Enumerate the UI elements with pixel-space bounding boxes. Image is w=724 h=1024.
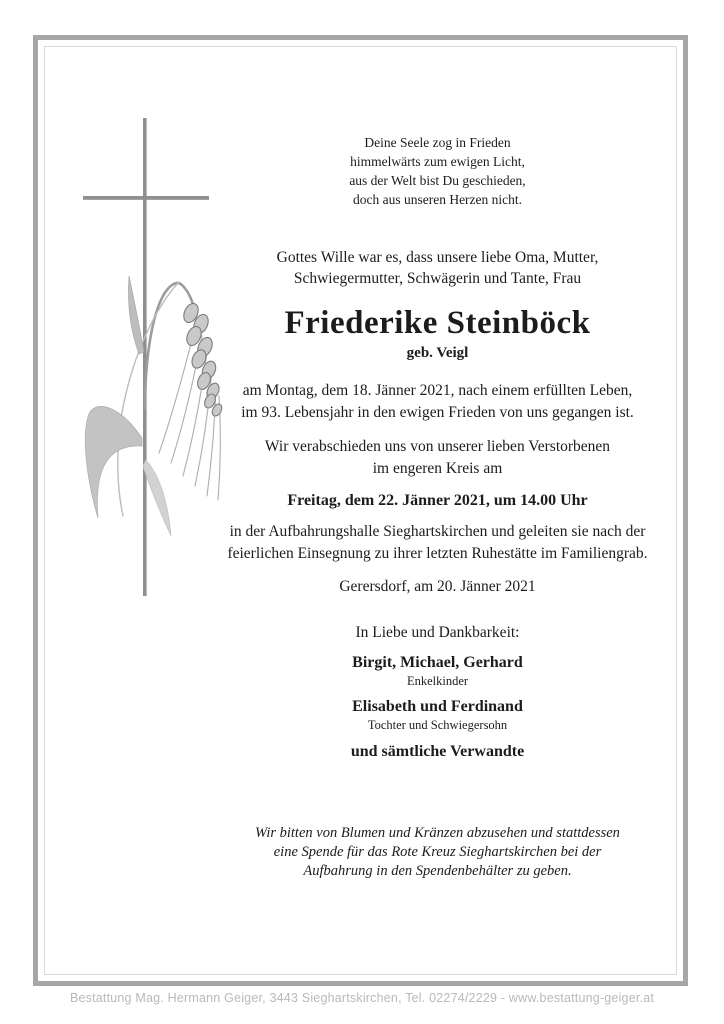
funeral-home-footer: Bestattung Mag. Hermann Geiger, 3443 Sieghartskirchen, Tel. 02274/2229 - www.bestattung-geiger.at <box>69 991 655 1005</box>
mourner-names: Elisabeth und Ferdinand <box>352 698 523 715</box>
poem-line: himmelwärts zum ewigen Licht, <box>350 154 525 169</box>
intro-line: Schwiegermutter, Schwägerin und Tante, Frau <box>293 270 582 287</box>
dateline: Gerersdorf, am 20. Jänner 2021 <box>339 578 536 595</box>
deceased-name: Friederike Steinböck <box>284 305 591 341</box>
funeral-location <box>225 521 650 564</box>
poem-line: doch aus unseren Herzen nicht. <box>352 192 523 207</box>
maiden-name: geb. Veigl <box>406 345 469 361</box>
mourner-names: Birgit, Michael, Gerhard <box>352 654 523 671</box>
farewell-text <box>225 436 650 479</box>
donation-note <box>225 824 650 881</box>
mourner-entry <box>225 652 650 689</box>
location-line: feierlichen Einsegnung zu ihrer letzten Ruhestätte im Familiengrab. <box>227 544 648 562</box>
poem-line: Deine Seele zog in Frieden <box>364 135 511 150</box>
passing-text <box>225 380 650 423</box>
donation-line: eine Spende für das Rote Kreuz Sieghartskirchen bei der <box>273 844 602 860</box>
passing-line: am Montag, dem 18. Jänner 2021, nach einem erfüllten Leben, <box>242 382 633 399</box>
gratitude-line: In Liebe und Dankbarkeit: <box>355 624 520 641</box>
cross-icon <box>83 118 209 596</box>
donation-line: Wir bitten von Blumen und Kränzen abzusehen und stattdessen <box>255 825 620 841</box>
farewell-line: Wir verabschieden uns von unserer lieben Verstorbenen <box>264 438 611 455</box>
funeral-datetime: Freitag, dem 22. Jänner 2021, um 14.00 Uhr <box>287 492 588 509</box>
mourner-relation: Tochter und Schwiegersohn <box>367 718 508 732</box>
obituary-text <box>225 130 650 881</box>
intro-line: Gottes Wille war es, dass unsere liebe Oma, Mutter, <box>276 249 599 266</box>
donation-line: Aufbahrung in den Spendenbehälter zu geben. <box>303 863 572 879</box>
poem <box>225 133 650 209</box>
mourner-relation: Enkelkinder <box>406 674 469 688</box>
mourner-names: und sämtliche Verwandte <box>350 743 525 760</box>
intro-text <box>225 247 650 289</box>
farewell-line: im engeren Kreis am <box>372 459 503 477</box>
wheat-icon <box>85 276 223 536</box>
poem-line: aus der Welt bist Du geschieden, <box>349 173 526 188</box>
location-line: in der Aufbahrungshalle Sieghartskirchen und geleiten sie nach der <box>229 523 646 540</box>
passing-line: im 93. Lebensjahr in den ewigen Frieden von uns gegangen ist. <box>241 403 634 421</box>
mourner-entry <box>225 696 650 733</box>
mourner-entry <box>225 741 650 762</box>
